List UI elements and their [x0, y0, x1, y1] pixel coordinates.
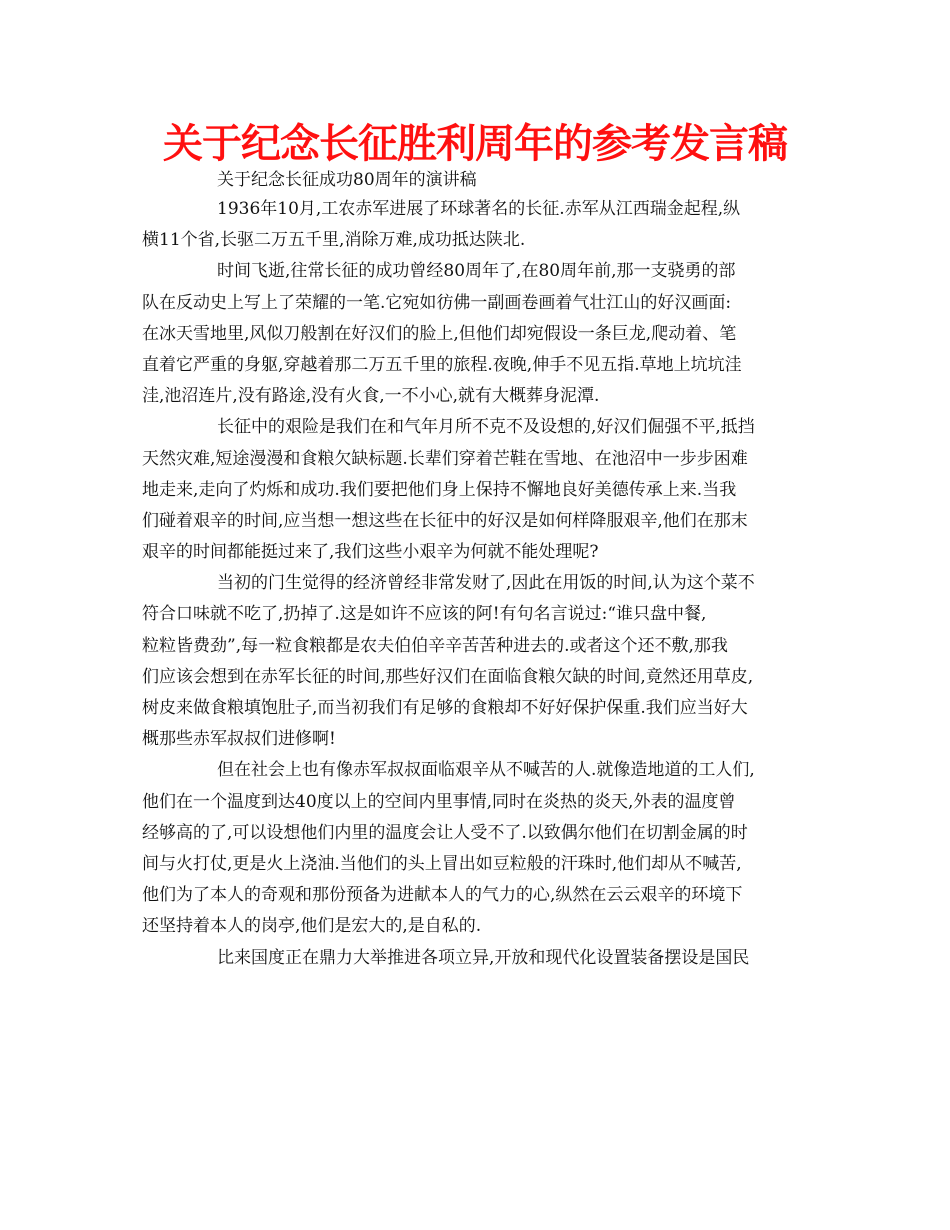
paragraph: [142, 568, 800, 755]
paragraph-line: 但在社会上也有像赤军叔叔面临艰辛从不喊苦的人.就像造地道的工人们,: [217, 760, 755, 781]
document-subtitle: 关于纪念长征成功80周年的演讲稿: [217, 170, 477, 190]
paragraph: [142, 755, 800, 942]
paragraph-line: 粒粒皆费劲”,每一粒食粮都是农夫伯伯辛辛苦苦种进去的.或者这个还不敷,那我: [142, 635, 728, 656]
paragraph-line: 当初的门生觉得的经济曾经非常发财了,因此在用饭的时间,认为这个菜不: [217, 573, 755, 594]
document-title: 关于纪念长征胜利周年的参考发言稿: [163, 121, 787, 167]
paragraph-line: 间与火打仗,更是火上浇油.当他们的头上冒出如豆粒般的汗珠时,他们却从不喊苦,: [142, 853, 742, 874]
paragraph-line: 时间飞逝,往常长征的成功曾经80周年了,在80周年前,那一支骁勇的部: [217, 261, 736, 282]
paragraph-line: 直着它严重的身躯,穿越着那二万五千里的旅程.夜晚,伸手不见五指.草地上坑坑洼: [142, 354, 742, 375]
paragraph-line: 他们为了本人的奇观和那份预备为进献本人的气力的心,纵然在云云艰辛的环境下: [142, 885, 743, 906]
paragraph-line: 地走来,走向了灼烁和成功.我们要把他们身上保持不懈地良好美德传承上来.当我: [142, 479, 737, 500]
paragraph-line: 符合口味就不吃了,扔掉了.这是如许不应该的阿!有句名言说过:“谁只盘中餐,: [142, 604, 707, 625]
paragraph-line: 树皮来做食粮填饱肚子,而当初我们有足够的食粮却不好好保护保重.我们应当好大: [142, 698, 748, 718]
paragraph-line: 1936年10月,工农赤军进展了环球著名的长征.赤军从江西瑞金起程,纵: [217, 199, 741, 219]
paragraph-line: 经够高的了,可以设想他们内里的温度会让人受不了.以致偶尔他们在切割金属的时: [142, 822, 748, 843]
paragraph-line: 们碰着艰辛的时间,应当想一想这些在长征中的好汉是如何样降服艰辛,他们在那末: [142, 510, 748, 531]
paragraph-line: 长征中的艰险是我们在和气年月所不克不及设想的,好汉们倔强不平,抵挡: [217, 417, 755, 438]
paragraph-line: 比来国度正在鼎力大举推进各项立异,开放和现代化设置装备摆设是国民: [217, 947, 750, 968]
paragraph-line: 在冰天雪地里,风似刀般割在好汉们的脸上,但他们却宛假设一条巨龙,爬动着、笔: [142, 323, 737, 344]
paragraph: [142, 943, 800, 974]
paragraph-line: 他们在一个温度到达40度以上的空间内里事情,同时在炎热的炎天,外表的温度曾: [142, 791, 736, 812]
paragraph-line: 洼,池沼连片,没有路途,没有火食,一不小心,就有大概葬身泥潭.: [142, 386, 600, 407]
paragraph: [142, 194, 800, 256]
document-body: [142, 166, 800, 974]
paragraph-line: 艰辛的时间都能挺过来了,我们这些小艰辛为何就不能处理呢?: [142, 542, 599, 563]
paragraph: [142, 412, 800, 568]
paragraph-line: 概那些赤军叔叔们进修啊!: [142, 729, 336, 750]
paragraph-line: 还坚持着本人的岗亭,他们是宏大的,是自私的.: [142, 916, 482, 937]
paragraph-line: 横11个省,长驱二万五千里,消除万难,成功抵达陕北.: [142, 230, 526, 251]
paragraph-line: 们应该会想到在赤军长征的时间,那些好汉们在面临食粮欠缺的时间,竟然还用草皮,: [142, 666, 754, 687]
paragraph: [142, 256, 800, 412]
paragraph-line: 天然灾难,短途漫漫和食粮欠缺标题.长辈们穿着芒鞋在雪地、在池沼中一步步困难: [142, 448, 748, 469]
paragraph-line: 队在反动史上写上了荣耀的一笔.它宛如彷佛一副画卷画着气壮江山的好汉画面:: [142, 292, 732, 313]
